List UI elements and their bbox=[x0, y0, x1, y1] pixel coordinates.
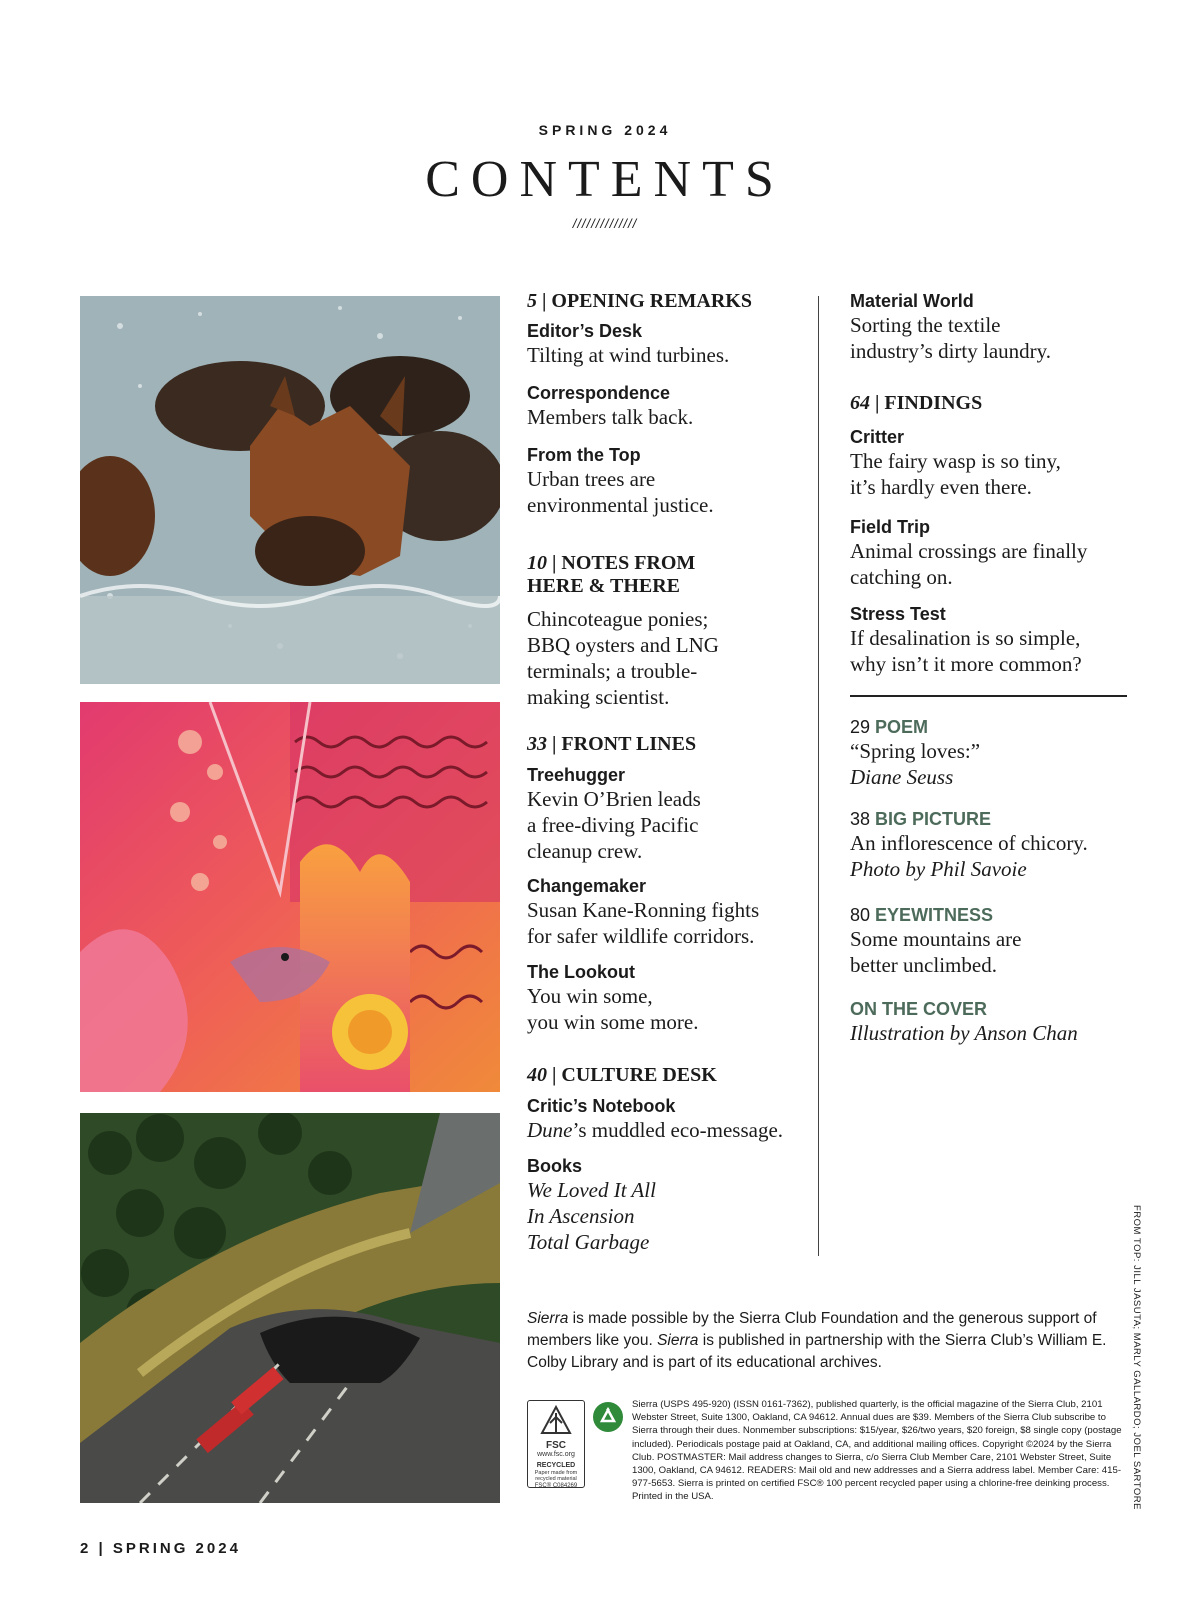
page-number: 10 bbox=[527, 552, 547, 574]
fsc-brand: FSC bbox=[546, 1440, 566, 1451]
item-kicker: Critter bbox=[850, 427, 905, 447]
item-desc: BBQ oysters and LNG bbox=[527, 633, 719, 657]
support-statement bbox=[527, 1308, 1127, 1374]
toc-item[interactable] bbox=[850, 603, 1150, 677]
toc-item[interactable] bbox=[850, 426, 1150, 500]
item-desc: better unclimbed. bbox=[850, 953, 997, 977]
item-desc: Susan Kane-Ronning fights bbox=[527, 898, 760, 922]
fsc-url: www.fsc.org bbox=[537, 1451, 575, 1458]
item-desc: Some mountains are bbox=[850, 927, 1022, 951]
item-kicker: Field Trip bbox=[850, 517, 931, 537]
page-title: CONTENTS bbox=[425, 151, 785, 208]
item-desc: catching on. bbox=[850, 565, 953, 589]
item-desc: Chincoteague ponies; bbox=[527, 607, 709, 631]
photo-credits: FROM TOP: JILL JASUTA; MARLY GALLARDO; JOEL SARTORE bbox=[1131, 1205, 1142, 1510]
item-desc: you win some more. bbox=[527, 1010, 699, 1034]
section-culture-desk bbox=[527, 1064, 812, 1087]
item-desc: making scientist. bbox=[527, 685, 670, 709]
section-heading bbox=[527, 552, 812, 575]
item-desc: it’s hardly even there. bbox=[850, 475, 1032, 499]
item-desc: environmental justice. bbox=[527, 493, 714, 517]
page-number: 64 bbox=[850, 392, 870, 414]
issue-label: SPRING 2024 bbox=[538, 122, 672, 138]
item-desc: cleanup crew. bbox=[527, 839, 643, 863]
item-desc: “Spring loves:” bbox=[850, 739, 981, 763]
item-desc: The fairy wasp is so tiny, bbox=[850, 449, 1061, 473]
toc-item[interactable] bbox=[527, 764, 812, 864]
item-kicker: Editor’s Desk bbox=[527, 321, 643, 341]
page-number: 38 bbox=[850, 809, 871, 829]
page-number: 5 bbox=[527, 290, 537, 312]
photo-swimming-ponies bbox=[80, 296, 500, 684]
item-author: Diane Seuss bbox=[850, 765, 954, 789]
book-title: In Ascension bbox=[527, 1204, 635, 1228]
item-desc: Sorting the textile bbox=[850, 313, 1001, 337]
toc-item-poem[interactable] bbox=[850, 716, 1150, 790]
section-heading bbox=[527, 1064, 812, 1087]
item-kicker: Treehugger bbox=[527, 765, 626, 785]
fsc-code: FSC® C084269 bbox=[534, 1483, 578, 1489]
publication-fine-print: Sierra (USPS 495-920) (ISSN 0161-7362), published quarterly, is the official magazine of the Sierra Club, 2101 Webster Street, Suite 1300, Oakland, CA 94612. Annual dues are $39. Members of the Sierra Club subscribe to Sierra through their dues. Nonmember subscriptions: $15/year, $26/two years, $20 foreign, $8 single copy (postage included). Periodicals postage paid at Oakland, CA, and additional mailing offices. Copyright ©2024 by the Sierra Club. POSTMASTER: Mail address changes to Sierra, c/o Sierra Club Member Care, 2101 Webster Street, Suite 1300, Oakland, CA 94612. READERS: Mail old and new addresses and a Sierra address label. Member Care: 415-977-5653. Sierra is printed on certified FSC® 100 percent recycled paper using a chlorine-free deinking process. Printed in the USA. bbox=[632, 1399, 1122, 1503]
item-desc bbox=[527, 1117, 812, 1143]
section-label: | OPENING REMARKS bbox=[542, 290, 752, 312]
item-desc: You win some, bbox=[527, 984, 653, 1008]
title-ornament: ////////////// bbox=[572, 216, 638, 231]
item-desc: for safer wildlife corridors. bbox=[527, 924, 755, 948]
fsc-logo bbox=[527, 1400, 585, 1488]
magazine-name: Sierra bbox=[527, 1310, 569, 1327]
section-heading bbox=[527, 290, 812, 313]
page-folio: 2 | SPRING 2024 bbox=[80, 1540, 241, 1557]
section-label: | CULTURE DESK bbox=[552, 1064, 717, 1086]
section-heading bbox=[850, 392, 1150, 415]
item-kicker: Stress Test bbox=[850, 604, 946, 624]
photo-cover-illustration bbox=[80, 702, 500, 1092]
toc-item-big-picture[interactable] bbox=[850, 808, 1150, 882]
item-credit: Photo by Phil Savoie bbox=[850, 857, 1027, 881]
fsc-tree-icon bbox=[536, 1405, 576, 1439]
item-credit: Illustration by Anson Chan bbox=[850, 1021, 1078, 1045]
item-kicker bbox=[850, 808, 1150, 830]
page-number: 40 bbox=[527, 1064, 547, 1086]
toc-item[interactable] bbox=[527, 320, 812, 368]
toc-item[interactable] bbox=[527, 875, 812, 949]
section-label: POEM bbox=[875, 717, 929, 737]
item-desc: terminals; a trouble- bbox=[527, 659, 698, 683]
item-desc: Urban trees are bbox=[527, 467, 656, 491]
item-desc: Tilting at wind turbines. bbox=[527, 343, 730, 367]
support-text-1: is made possible by the Sierra Club Foundation and the generous support of members like you. bbox=[527, 1310, 1097, 1349]
item-desc: a free-diving Pacific bbox=[527, 813, 699, 837]
fsc-recycled: RECYCLED bbox=[536, 1462, 576, 1469]
item-kicker bbox=[850, 904, 1150, 926]
item-desc: Members talk back. bbox=[527, 405, 694, 429]
section-label: | FINDINGS bbox=[875, 392, 983, 414]
item-desc: If desalination is so simple, bbox=[850, 626, 1081, 650]
magazine-name: Sierra bbox=[657, 1332, 699, 1349]
section-notes[interactable] bbox=[527, 552, 812, 710]
item-desc-rest: ’s muddled eco-message. bbox=[572, 1118, 784, 1142]
book-title: Total Garbage bbox=[527, 1230, 650, 1254]
page-number: 33 bbox=[527, 733, 547, 755]
section-label: EYEWITNESS bbox=[875, 905, 994, 925]
photo-wildlife-overpass bbox=[80, 1113, 500, 1503]
toc-item-cover[interactable] bbox=[850, 998, 1150, 1046]
item-kicker: From the Top bbox=[527, 445, 641, 465]
toc-item[interactable] bbox=[527, 1155, 812, 1255]
item-kicker: Changemaker bbox=[527, 876, 647, 896]
support-text-2: is published in partnership with the Sierra Club’s William E. Colby Library and is part of its educational archives. bbox=[527, 1332, 1107, 1371]
item-kicker: Books bbox=[527, 1156, 583, 1176]
ponies-illustration bbox=[80, 296, 500, 684]
toc-item[interactable] bbox=[850, 290, 1150, 364]
column-divider bbox=[818, 296, 819, 1256]
section-divider bbox=[850, 695, 1127, 697]
toc-item[interactable] bbox=[527, 1095, 812, 1143]
item-desc: Animal crossings are finally bbox=[850, 539, 1088, 563]
toc-item[interactable] bbox=[527, 961, 812, 1035]
item-kicker: Correspondence bbox=[527, 383, 671, 403]
item-kicker: The Lookout bbox=[527, 962, 635, 982]
page-number: 29 bbox=[850, 717, 871, 737]
section-heading bbox=[527, 733, 812, 756]
section-label: | FRONT LINES bbox=[552, 733, 697, 755]
overpass-illustration bbox=[80, 1113, 500, 1503]
page-number: 80 bbox=[850, 905, 871, 925]
item-desc: An inflorescence of chicory. bbox=[850, 831, 1088, 855]
film-title: Dune bbox=[527, 1118, 573, 1142]
item-kicker: Critic’s Notebook bbox=[527, 1096, 676, 1116]
item-kicker bbox=[850, 716, 1150, 738]
toc-item-eyewitness[interactable] bbox=[850, 904, 1150, 978]
section-findings bbox=[850, 392, 1150, 415]
section-label: BIG PICTURE bbox=[875, 809, 992, 829]
section-label: | NOTES FROM bbox=[552, 552, 696, 574]
abstract-illustration bbox=[80, 702, 500, 1092]
book-title: We Loved It All bbox=[527, 1178, 656, 1202]
section-front-lines bbox=[527, 733, 812, 756]
section-label: ON THE COVER bbox=[850, 999, 988, 1019]
item-kicker: Material World bbox=[850, 291, 974, 311]
toc-item[interactable] bbox=[527, 444, 812, 518]
section-label-2: HERE & THERE bbox=[527, 575, 680, 597]
item-desc: industry’s dirty laundry. bbox=[850, 339, 1052, 363]
fsc-note: Paper made from recycled material bbox=[534, 1470, 578, 1482]
toc-item[interactable] bbox=[527, 382, 812, 430]
section-opening-remarks bbox=[527, 290, 812, 313]
toc-item[interactable] bbox=[850, 516, 1150, 590]
item-desc: Kevin O’Brien leads bbox=[527, 787, 701, 811]
item-desc: why isn’t it more common? bbox=[850, 652, 1082, 676]
